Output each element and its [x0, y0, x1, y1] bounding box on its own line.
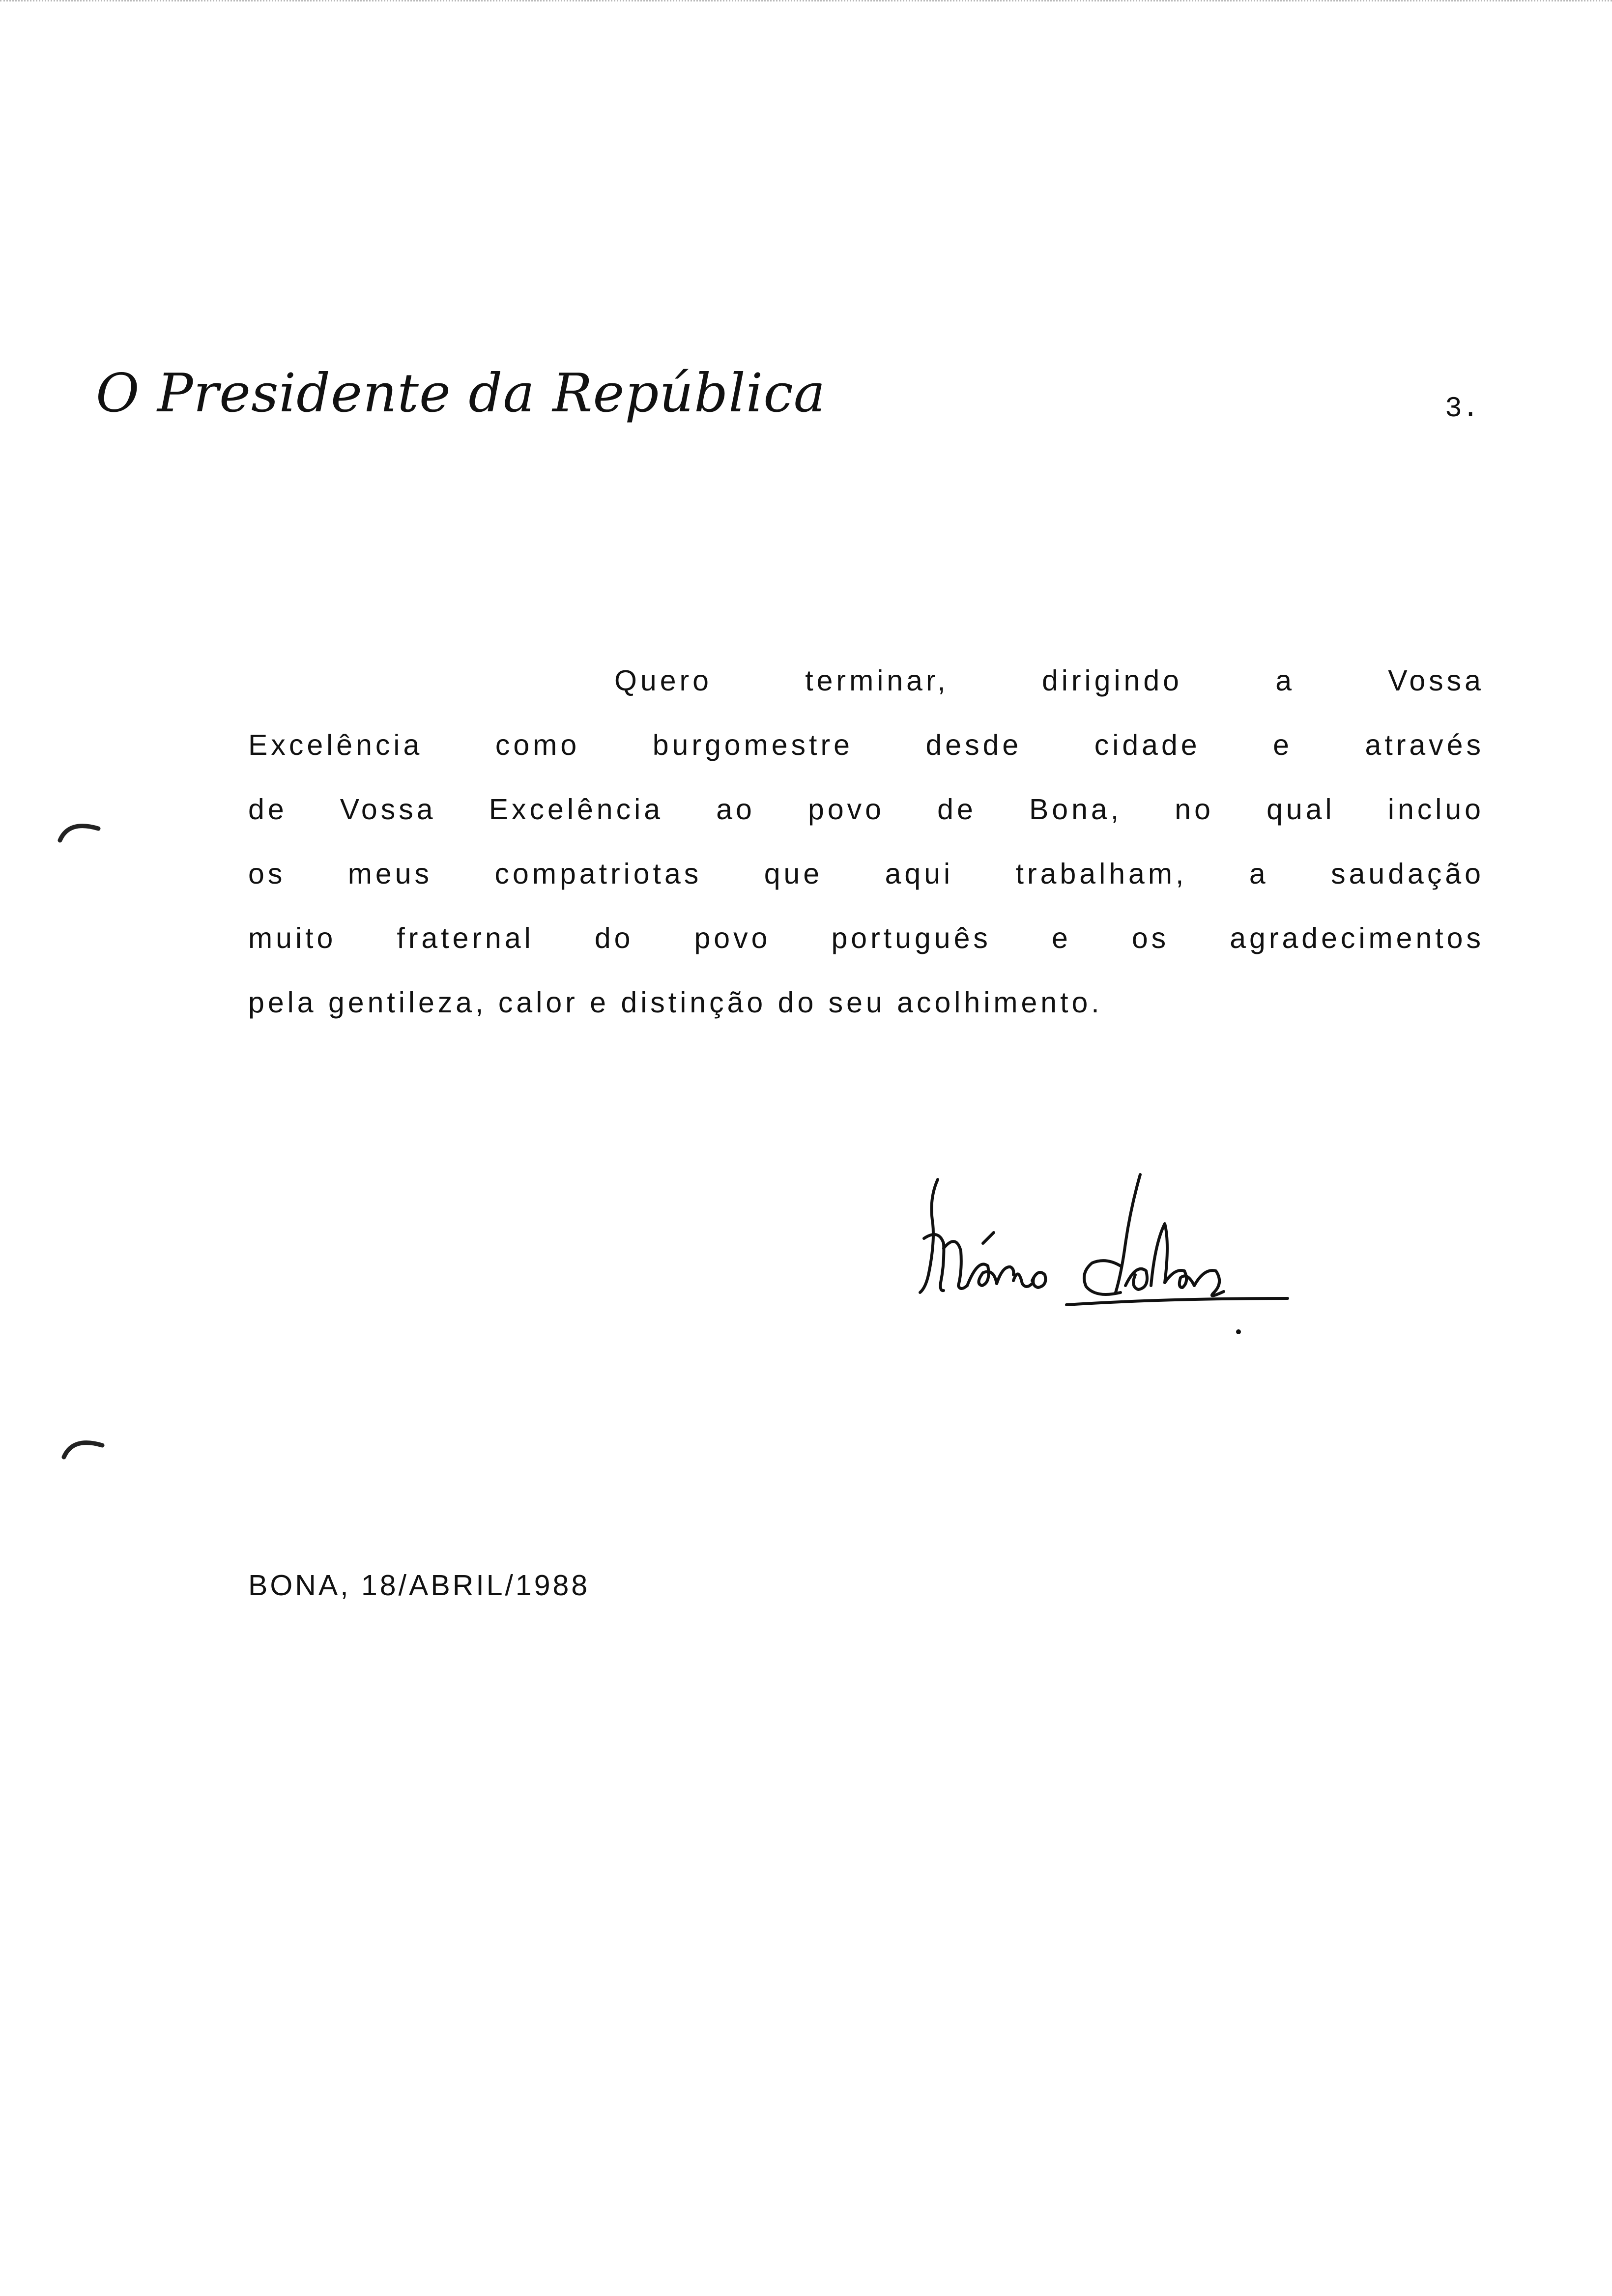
body-line-6: pela gentileza, calor e distinção do seu acolhimento.	[248, 986, 1103, 1019]
place-and-date: BONA, 18/ABRIL/1988	[248, 1569, 590, 1602]
letterhead-title: O Presidente da República	[96, 363, 826, 424]
body-line-5: muito fraternal do povo português e os agradecimentos	[248, 922, 1484, 954]
punch-hole-mark-lower	[58, 1433, 117, 1462]
body-line-1: Quero terminar, dirigindo a Vossa	[614, 664, 1484, 697]
body-line-2: Excelência como burgomestre desde cidade e através	[248, 729, 1484, 761]
body-line-3: de Vossa Excelência ao povo de Bona, no qual incluo	[248, 793, 1484, 826]
handwritten-signature	[909, 1170, 1302, 1347]
punch-hole-mark-upper	[54, 816, 113, 845]
page-number: 3.	[1445, 393, 1479, 425]
body-paragraph	[248, 649, 1484, 1035]
body-line-4: os meus compatriotas que aqui trabalham, a saudação	[248, 858, 1484, 890]
scan-top-edge	[0, 0, 1612, 5]
